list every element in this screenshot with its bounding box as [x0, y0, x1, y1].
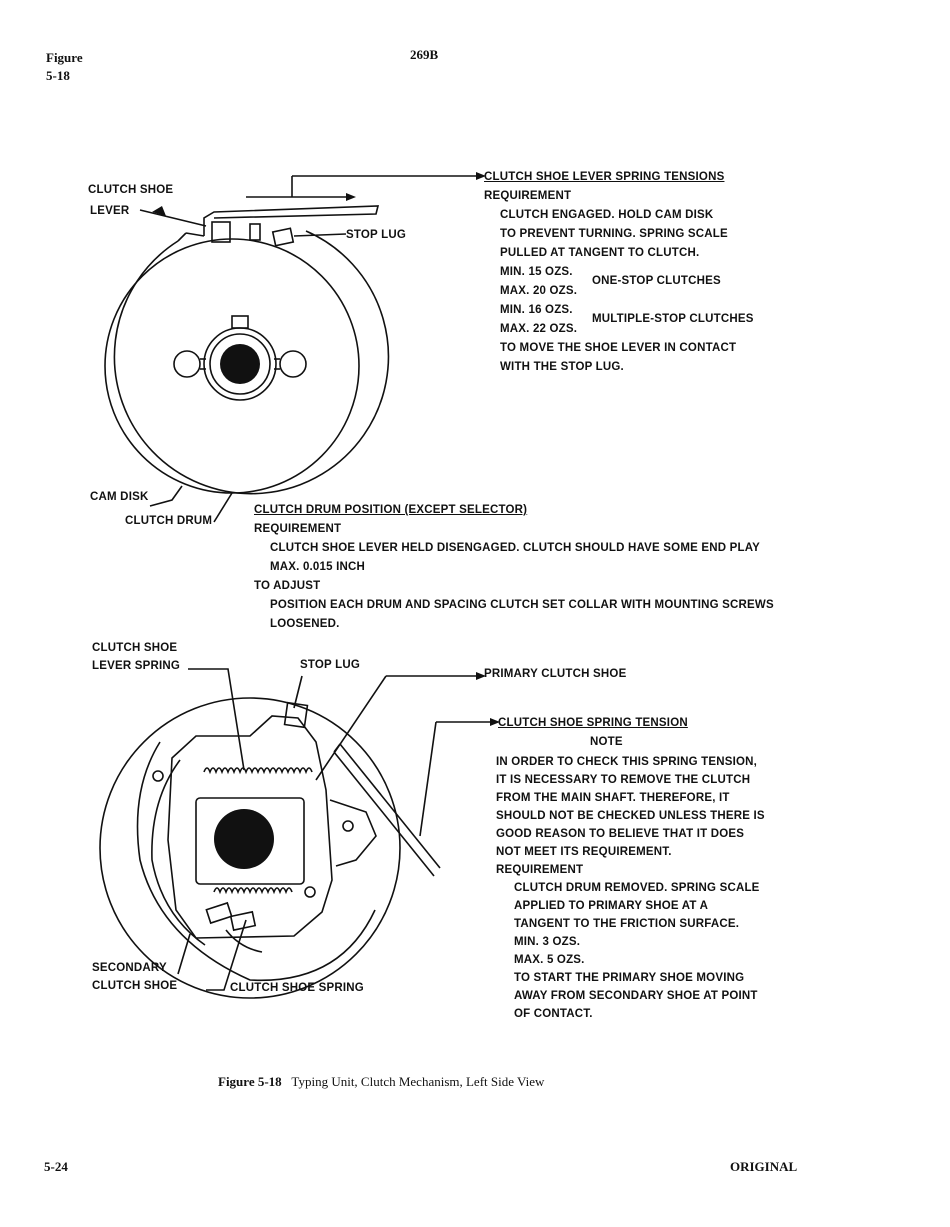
req-line: MIN. 3 OZS.	[514, 936, 581, 948]
one-stop-label: ONE-STOP CLUTCHES	[592, 275, 721, 287]
note-line: GOOD REASON TO BELIEVE THAT IT DOES	[496, 828, 745, 840]
drum-position-adjust-line: POSITION EACH DRUM AND SPACING CLUTCH SET COLLAR WITH MOUNTING SCREWS	[270, 599, 774, 611]
req-line: MAX. 5 OZS.	[514, 954, 585, 966]
label-stop-lug: STOP LUG	[346, 229, 406, 241]
figure-caption-text: Typing Unit, Clutch Mechanism, Left Side View	[291, 1074, 545, 1089]
drum-position-line: MAX. 0.015 INCH	[270, 561, 366, 573]
figure-caption-prefix: Figure 5-18	[218, 1074, 282, 1089]
figure-caption	[218, 1074, 544, 1090]
lever-arrow-head	[346, 193, 356, 201]
label-clutch-drum: CLUTCH DRUM	[125, 515, 213, 527]
one-stop-min: MIN. 15 OZS.	[500, 266, 573, 278]
shoe-spring-tension-title: CLUTCH SHOE SPRING TENSION	[498, 717, 688, 729]
lever-spring-tensions-title: CLUTCH SHOE LEVER SPRING TENSIONS	[484, 171, 725, 183]
label-secondary-1: SECONDARY	[92, 962, 167, 974]
req-line: APPLIED TO PRIMARY SHOE AT A	[514, 900, 709, 912]
note-line: FROM THE MAIN SHAFT. THEREFORE, IT	[496, 792, 730, 804]
figure-number: 5-18	[46, 68, 70, 83]
drum-position-adjust-line: LOOSENED.	[270, 618, 340, 630]
lever-spring-coil	[204, 768, 312, 772]
shoe-spring-coil	[214, 888, 292, 892]
label-secondary-2: CLUTCH SHOE	[92, 980, 178, 992]
lever-spring-closing: WITH THE STOP LUG.	[500, 361, 624, 373]
lever-spring-tensions-block	[484, 168, 754, 377]
lever-spring-line: TO PREVENT TURNING. SPRING SCALE	[500, 228, 728, 240]
req-line: AWAY FROM SECONDARY SHOE AT POINT	[514, 990, 758, 1002]
note-line: NOT MEET ITS REQUIREMENT.	[496, 846, 672, 858]
multi-stop-max: MAX. 22 OZS.	[500, 323, 578, 335]
drum-position-to-adjust: TO ADJUST	[254, 580, 321, 592]
multi-stop-min: MIN. 16 OZS.	[500, 304, 573, 316]
shoe-spring-requirement: REQUIREMENT	[496, 864, 584, 876]
req-line: TANGENT TO THE FRICTION SURFACE.	[514, 918, 740, 930]
page-number: 5-24	[44, 1159, 68, 1174]
note-line: IN ORDER TO CHECK THIS SPRING TENSION,	[496, 756, 758, 768]
req-line: TO START THE PRIMARY SHOE MOVING	[514, 972, 745, 984]
req-line: CLUTCH DRUM REMOVED. SPRING SCALE	[514, 882, 760, 894]
note-line: IT IS NECESSARY TO REMOVE THE CLUTCH	[496, 774, 751, 786]
doc-number: 269B	[410, 47, 439, 62]
shoe-spring-tension-block	[498, 714, 688, 733]
lever-spring-line: PULLED AT TANGENT TO CLUTCH.	[500, 247, 700, 259]
drum-position-title: CLUTCH DRUM POSITION (EXCEPT SELECTOR)	[254, 504, 528, 516]
upper-shaft-hole	[220, 344, 260, 384]
lower-stop-lug	[285, 703, 308, 728]
lever-spring-line: CLUTCH ENGAGED. HOLD CAM DISK	[500, 209, 714, 221]
label-clutch-shoe-spring: CLUTCH SHOE SPRING	[230, 982, 364, 994]
stop-lug-shape	[273, 228, 294, 245]
drum-position-requirement: REQUIREMENT	[254, 523, 342, 535]
label-lever-spring-2: LEVER SPRING	[92, 660, 181, 672]
label-lever-spring-1: CLUTCH SHOE	[92, 642, 178, 654]
upper-clutch-drawing	[105, 176, 476, 522]
primary-shoe-arm	[330, 800, 376, 866]
label-lower-stop-lug: STOP LUG	[300, 659, 360, 671]
req-line: OF CONTACT.	[514, 1008, 593, 1020]
label-clutch-shoe-lever-1: CLUTCH SHOE	[88, 184, 174, 196]
multi-stop-label: MULTIPLE-STOP CLUTCHES	[592, 313, 754, 325]
label-cam-disk: CAM DISK	[90, 491, 149, 503]
label-clutch-shoe-lever-2: LEVER	[90, 205, 130, 217]
lever-spring-requirement: REQUIREMENT	[484, 190, 572, 202]
lever-spring-closing: TO MOVE THE SHOE LEVER IN CONTACT	[500, 342, 737, 354]
note-line: SHOULD NOT BE CHECKED UNLESS THERE IS	[496, 810, 765, 822]
lower-clutch-drawing	[100, 669, 490, 998]
drum-position-block	[254, 501, 774, 634]
shoe-spring-note-heading: NOTE	[590, 736, 623, 748]
figure-word: Figure	[46, 50, 83, 65]
drum-position-line: CLUTCH SHOE LEVER HELD DISENGAGED. CLUTCH SHOULD HAVE SOME END PLAY	[270, 542, 761, 554]
one-stop-max: MAX. 20 OZS.	[500, 285, 578, 297]
lower-shaft-hole	[214, 809, 274, 869]
label-primary-clutch-shoe: PRIMARY CLUTCH SHOE	[484, 668, 627, 680]
document-status: ORIGINAL	[730, 1159, 798, 1174]
shoe-spring-note-block	[496, 753, 765, 1023]
